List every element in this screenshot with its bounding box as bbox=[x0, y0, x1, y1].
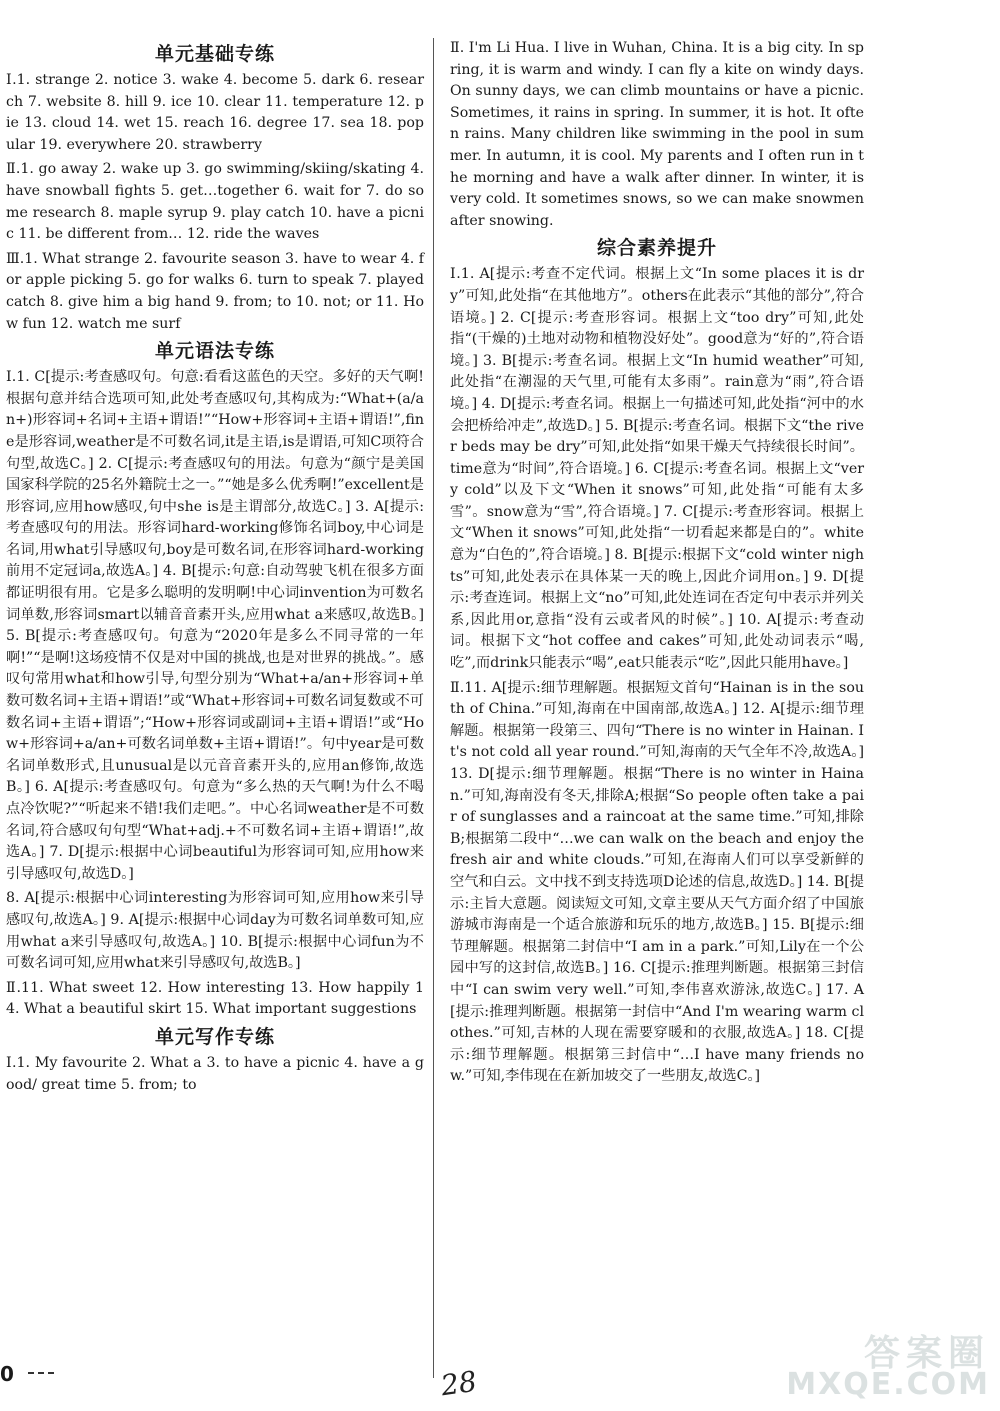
basic-answers-part-3: Ⅲ.1. What strange 2. favourite season 3. have to wear 4. for apple picking 5. go for walks 6. turn to speak 7. played catch 8. give him a big hand 9. from; to 10. not; or 11. How fun 12. watch me surf bbox=[6, 250, 424, 332]
column-divider bbox=[433, 38, 434, 1378]
left-column bbox=[6, 38, 424, 1096]
grammar-answers-part-1: Ⅰ.1. C[提示:考查感叹句。句意:看看这蓝色的天空。多好的天气啊!根据句意并结合选项可知,此处考查感叹句,其构成为:“What+(a/an+)形容词+名词+主语+谓语!”“How+形容词+主语+谓语!”,fine是形容词,weather是不可数名词,it是主语,is是谓语,可知C项符合句型,故选C。] 2. C[提示:考查感叹句的用法。句意为“颜宁是美国国家科学院的25名外籍院士之一。”“她是多么优秀啊!”excellent是形容词,应用how感叹,句中she is是主谓部分,故选C。] 3. A[提示:考查感叹句的用法。形容词hard-working修饰名词boy,中心词是名词,用what引导感叹句,boy是可数名词,在形容词hard-working前用不定冠词a,故选A。] 4. B[提示:句意:自动驾驶飞机在很多方面都证明很有用。它是多么聪明的发明啊!中心词invention为可数名词单数,形容词smart以辅音音素开头,应用what a来感叹,故选B。] 5. B[提示:考查感叹句。句意为“2020年是多么不同寻常的一年啊!”“是啊!这场疫情不仅是对中国的挑战,也是对世界的挑战。”。感叹句常用what和how引导,句型分别为“What+a/an+形容词+单数可数名词+主语+谓语!”或“What+形容词+可数名词复数或不可数名词+主语+谓语”;“How+形容词或副词+主语+谓语!”或“How+形容词+a/an+可数名词单数+主语+谓语!”。句中year是可数名词单数形式,且unusual是以元音音素开头的,应用an修饰,故选B。] 6. A[提示:考查感叹句。句意为“多么热的天气啊!为什么不喝点冷饮呢?”“听起来不错!我们走吧。”。中心名词weather是不可数名词,符合感叹句句型“What+adj.+不可数名词+主语+谓语!”,故选A。] 7. D[提示:根据中心词beautiful为形容词可知,应用how来引导感叹句,故选D。] bbox=[6, 369, 424, 882]
handwritten-page-mark: 28 bbox=[438, 1364, 479, 1403]
page-number: 0 bbox=[0, 1362, 14, 1386]
grammar-answers-part-2: Ⅱ.11. What sweet 12. How interesting 13. How happily 14. What a beautiful skirt 15. What important suggestions bbox=[6, 979, 424, 1018]
grammar-answers-continued: 8. A[提示:根据中心词interesting为形容词可知,应用how来引导感叹句,故选A。] 9. A[提示:根据中心词day为可数名词单数可知,应用what a来引导感叹句,故选A。] 10. B[提示:根据中心词fun为不可数名词可知,应用what来引导感叹句,故选B。] bbox=[6, 890, 424, 972]
watermark-line-1: 答案圈 bbox=[863, 1333, 990, 1374]
section-heading-writing-practice: 单元写作专练 bbox=[154, 1025, 275, 1048]
watermark-line-2: MXQE.COM bbox=[786, 1367, 990, 1402]
cloze-answers: Ⅰ.1. A[提示:考查不定代词。根据上文“In some places it is dry”可知,此处指“在其他地方”。others在此表示“其他的部分”,符合语境。] 2. C[提示:考查形容词。根据上文“too dry”可知,此处指“(干燥的)土地对动物和植物没好处”。good意为“好的”,符合语境。] 3. B[提示:考查名词。根据上文“In humid weather”可知,此处指“在潮湿的天气里,可能有太多雨”。rain意为“雨”,符合语境。] 4. D[提示:考查名词。根据上一句描述可知,此处指“河中的水会把桥给冲走”,故选D。] 5. B[提示:考查名词。根据下文“the river beds may be dry”可知,此处指“如果干燥天气持续很长时间”。time意为“时间”,符合语境。] 6. C[提示:考查名词。根据上文“very cold”以及下文“When it snows”可知,此处指“可能有太多雪”。snow意为“雪”,符合语境。] 7. C[提示:考查形容词。根据上文“When it snows”可知,此处指“一切看起来都是白的”。white意为“白色的”,符合语境。] 8. B[提示:根据下文“cold winter nights”可知,此处表示在具体某一天的晚上,因此介词用on。] 9. D[提示:考查连词。根据上文“no”可知,此处连词在否定句中表示并列关系,因此用or,意指“没有云或者风的时候”。] 10. A[提示:考查动词。根据下文“hot coffee and cakes”可知,此处动词表示“喝,吃”,而drink只能表示“喝”,eat只能表示“吃”,因此只能用have。] bbox=[450, 266, 864, 672]
footer-dash-line bbox=[28, 1372, 54, 1374]
sample-essay: Ⅱ. I'm Li Hua. I live in Wuhan, China. It is a big city. In spring, it is warm and windy. I can fly a kite on windy days. On sunny days, we can climb mountains or have a picnic. Sometimes, it rains in spring. In summer, it is hot. It often rains. Many children like swimming in the pool in summer. In autumn, it is cool. My parents and I often run in the morning and have a walk after dinner. In winter, it is very cold. It sometimes snows, so we can make snowmen after snowing. bbox=[450, 40, 864, 229]
reading-answers: Ⅱ.11. A[提示:细节理解题。根据短文首句“Hainan is in the south of China.”可知,海南在中国南部,故选A。] 12. A[提示:细节理解题。根据第一段第三、四句“There is no winter in Hainan. It's not cold all year round.”可知,海南的天气全年不冷,故选A。] 13. D[提示:细节理解题。根据“There is no winter in Hainan.”可知,海南没有冬天,排除A;根据“So people often take a pair of sunglasses and a raincoat at the same time.”可知,排除B;根据第二段中“…we can walk on the beach and enjoy the fresh air and white clouds.”可知,在海南人们可以享受新鲜的空气和白云。文中找不到支持选项D论述的信息,故选D。] 14. B[提示:主旨大意题。阅读短文可知,文章主要从天气方面介绍了中国旅游城市海南是一个适合旅游和玩乐的地方,故选B。] 15. B[提示:细节理解题。根据第二封信中“I am in a park.”可知,Lily在一个公园中写的这封信,故选B。] 16. C[提示:推理判断题。根据第三封信中“I can swim very well.”可知,李伟喜欢游泳,故选C。] 17. A[提示:推理判断题。根据第一封信中“And I'm wearing warm clothes.”可知,吉林的人现在需要穿暖和的衣服,故选A。] 18. C[提示:细节理解题。根据第三封信中“…I have many friends now.”可知,李伟现在在新加坡交了一些朋友,故选C。] bbox=[450, 679, 864, 1085]
section-heading-comprehensive: 综合素养提升 bbox=[596, 237, 717, 260]
basic-answers-part-2: Ⅱ.1. go away 2. wake up 3. go swimming/skiing/skating 4. have snowball fights 5. get…together 6. wait for 7. do some research 8. maple syrup 9. play catch 10. have a picnic 11. be different from… 12. ride the waves bbox=[6, 161, 424, 243]
right-column bbox=[450, 38, 864, 1088]
section-heading-basic-practice: 单元基础专练 bbox=[154, 43, 275, 65]
basic-answers-part-1: Ⅰ.1. strange 2. notice 3. wake 4. become 5. dark 6. research 7. website 8. hill 9. ice 10. clear 11. temperature 12. pie 13. cloud 14. wet 15. reach 16. degree 17. sea 18. popular 19. everywhere 20. strawberry bbox=[6, 72, 424, 153]
writing-answers: Ⅰ.1. My favourite 2. What a 3. to have a picnic 4. have a good/ great time 5. from; to bbox=[6, 1054, 424, 1093]
watermark-logo bbox=[742, 1325, 990, 1403]
section-heading-grammar-practice: 单元语法专练 bbox=[154, 340, 275, 363]
